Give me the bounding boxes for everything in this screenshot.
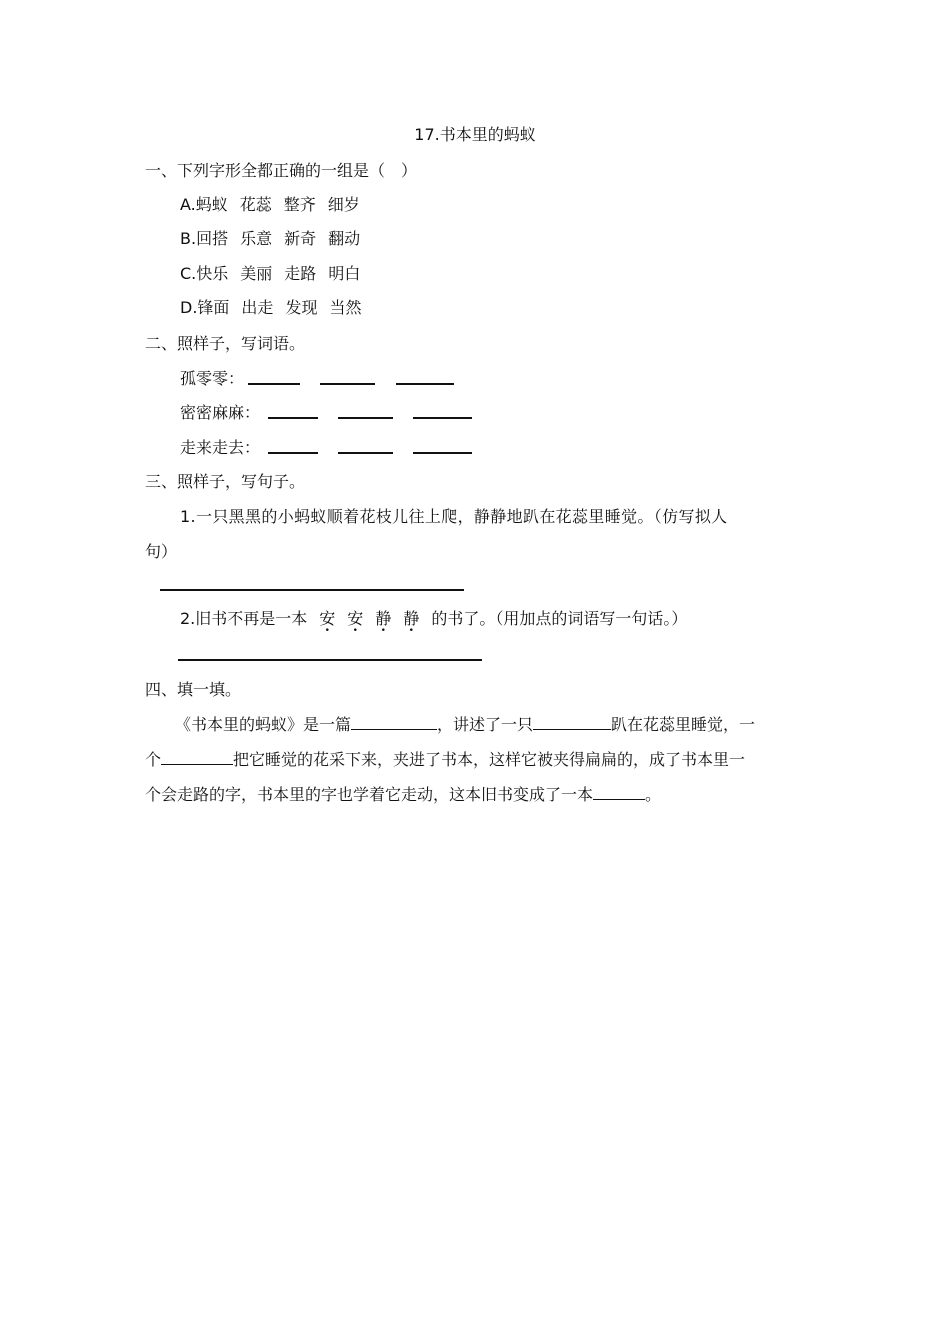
- q3-sentence-1: 1.一只黑黑的小蚂蚁顺着花枝儿往上爬，静静地趴在花蕊里睡觉。（仿写拟人: [180, 507, 728, 526]
- option-word: 乐意: [240, 229, 273, 248]
- option-word: 花蕊: [239, 195, 272, 214]
- option-word: 当然: [329, 298, 362, 317]
- q3-sentence-1-cont: 句）: [145, 542, 178, 561]
- q4-line-2: [145, 749, 745, 771]
- blank-line[interactable]: [413, 417, 472, 419]
- dotted-char: 安: [319, 609, 336, 628]
- blank-line[interactable]: [268, 417, 318, 419]
- dotted-char: 安: [347, 609, 364, 628]
- q1-option-a: [180, 194, 372, 216]
- page-title: 17.书本里的蚂蚁: [414, 125, 536, 144]
- q4-line-1: [175, 714, 755, 736]
- fill-text: 个会走路的字，书本里的字也学着它走动，这本旧书变成了一本: [145, 785, 594, 804]
- answer-line[interactable]: [178, 659, 482, 661]
- fill-text: 个: [145, 750, 162, 769]
- blank-line[interactable]: [248, 383, 300, 385]
- dotted-char: 静: [403, 609, 420, 628]
- option-word: 快乐: [196, 264, 229, 283]
- option-word: 蚂蚁: [195, 195, 228, 214]
- option-word: 回搭: [196, 229, 229, 248]
- fill-text: ，讲述了一只: [437, 715, 534, 734]
- fill-text: 把它睡觉的花采下来，夹进了书本，这样它被夹得扁扁的，成了书本里一: [233, 750, 746, 769]
- blank-line[interactable]: [338, 452, 393, 454]
- blank-line[interactable]: [338, 417, 393, 419]
- option-word: 新奇: [284, 229, 317, 248]
- option-word: 美丽: [240, 264, 273, 283]
- blank-line[interactable]: [413, 452, 472, 454]
- option-word: 明白: [328, 264, 361, 283]
- q1-heading: 一、下列字形全都正确的一组是（ ）: [145, 161, 418, 180]
- option-label: B.: [180, 229, 197, 248]
- option-word: 出走: [241, 298, 274, 317]
- fill-blank[interactable]: [533, 715, 611, 730]
- option-word: 整齐: [283, 195, 316, 214]
- option-label: C.: [180, 264, 197, 283]
- q2-item-label: 密密麻麻：: [180, 403, 261, 422]
- q4-line-3: [145, 784, 661, 806]
- q3-heading: 三、照样子，写句子。: [145, 472, 306, 491]
- blank-line[interactable]: [268, 452, 318, 454]
- fill-text: 。: [645, 785, 662, 804]
- fill-blank[interactable]: [593, 785, 645, 800]
- fill-blank[interactable]: [351, 715, 437, 730]
- dotted-char: 静: [375, 609, 392, 628]
- option-word: 细岁: [327, 195, 360, 214]
- answer-line[interactable]: [160, 589, 464, 591]
- sentence-text: 的书了。（用加点的词语写一句话。）: [431, 609, 688, 628]
- q2-heading: 二、照样子，写词语。: [145, 334, 306, 353]
- q1-option-b: [180, 228, 372, 250]
- blank-line[interactable]: [396, 383, 454, 385]
- option-word: 锋面: [197, 298, 230, 317]
- option-word: 翻动: [328, 229, 361, 248]
- sentence-text: 2.旧书不再是一本: [180, 609, 308, 628]
- option-label: A.: [180, 195, 196, 214]
- option-label: D.: [180, 298, 198, 317]
- q1-option-c: [180, 263, 372, 285]
- q2-item-label: 走来走去：: [180, 438, 261, 457]
- blank-line[interactable]: [320, 383, 375, 385]
- fill-text: 《书本里的蚂蚁》是一篇: [175, 715, 352, 734]
- q4-heading: 四、填一填。: [145, 680, 242, 699]
- option-word: 走路: [284, 264, 317, 283]
- fill-text: 趴在花蕊里睡觉，一: [611, 715, 756, 734]
- fill-blank[interactable]: [161, 750, 233, 765]
- q1-option-d: [180, 297, 373, 319]
- q3-sentence-2: [180, 608, 699, 630]
- q2-item-label: 孤零零：: [180, 369, 245, 388]
- option-word: 发现: [285, 298, 318, 317]
